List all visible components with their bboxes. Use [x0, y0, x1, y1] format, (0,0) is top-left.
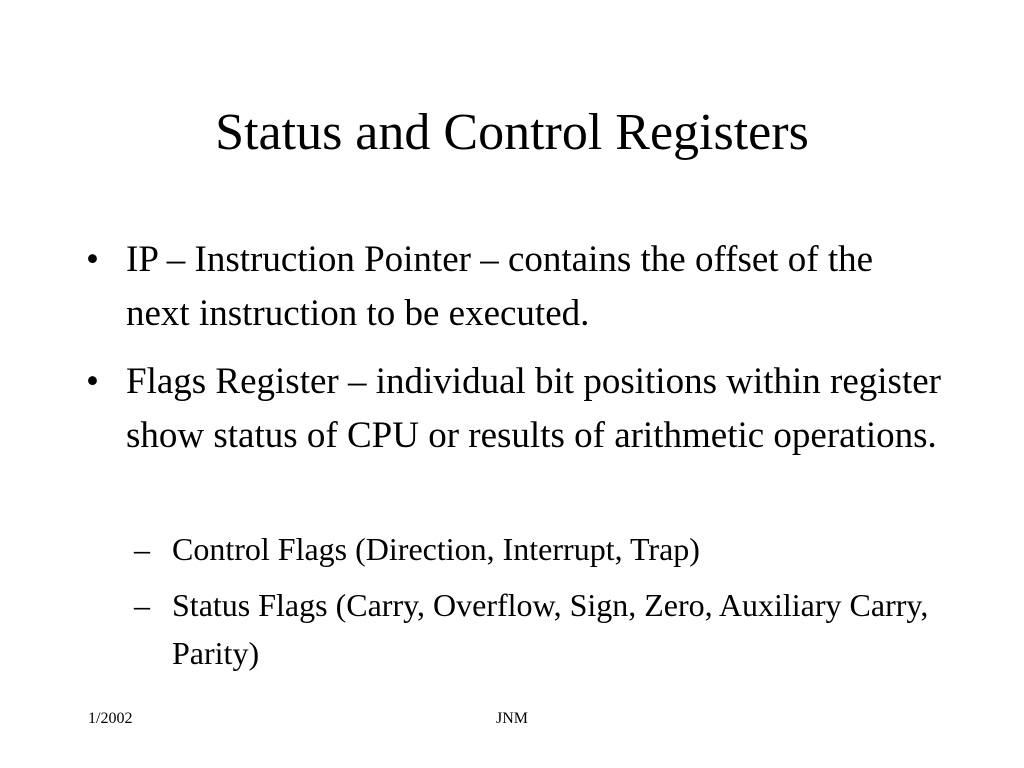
- footer-date: 1/2002: [88, 710, 133, 727]
- footer-author: JNM: [495, 710, 528, 727]
- sub-bullet-text: Status Flags (Carry, Overflow, Sign, Zero, Auxiliary Carry, Parity): [172, 587, 929, 671]
- sub-bullet-item-control-flags: [134, 525, 932, 573]
- bullet-item-flags-register: [86, 355, 946, 463]
- bullet-marker: •: [86, 361, 99, 402]
- bullet-marker: •: [86, 239, 99, 280]
- sub-bullet-text: Control Flags (Direction, Interrupt, Trap): [172, 531, 700, 567]
- sub-bullet-marker: –: [134, 587, 150, 623]
- bullet-text: Flags Register – individual bit positions within register show status of CPU or results of arithmetic operations.: [126, 361, 941, 456]
- bullet-text: IP – Instruction Pointer – contains the offset of the next instruction to be executed.: [126, 239, 874, 334]
- bullet-item-ip: [86, 233, 946, 341]
- sub-bullet-item-status-flags: [134, 581, 932, 677]
- sub-bullet-marker: –: [134, 531, 150, 567]
- slide-title: Status and Control Registers: [215, 104, 809, 161]
